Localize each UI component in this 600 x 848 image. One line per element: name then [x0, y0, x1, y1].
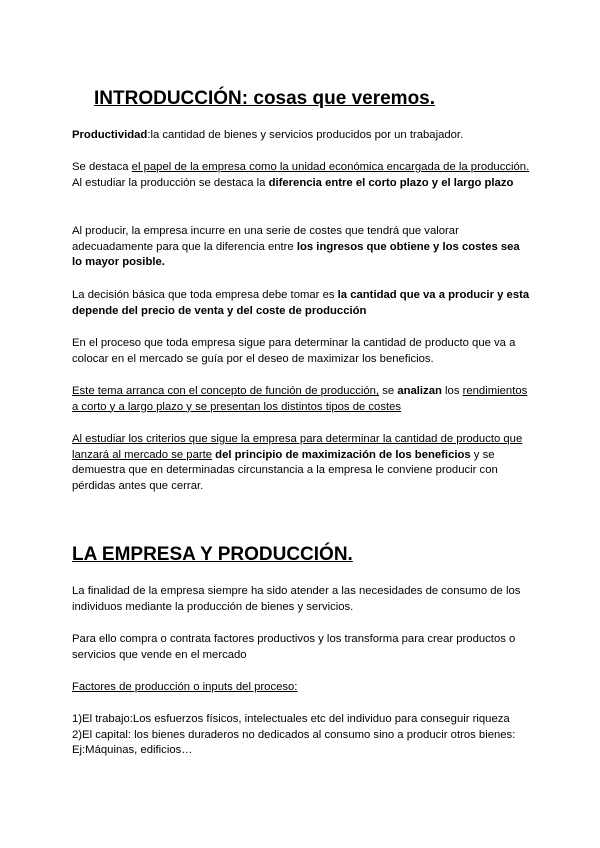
underlined-text: rendimientos a corto y a largo plazo y se presentan los distintos tipos de costes: [72, 385, 528, 413]
intro-paragraph-productividad: [72, 128, 532, 144]
list-item: 1)El trabajo:Los esfuerzos físicos, intelectuales etc del individuo para conseguir riqueza: [72, 713, 510, 725]
bold-text: la cantidad que va a producir y esta depende del precio de venta y del coste de producción: [72, 289, 530, 317]
bold-text: diferencia entre el corto plazo y el largo plazo: [268, 176, 514, 189]
text: se: [379, 385, 398, 397]
bold-text: del principio de maximización de los beneficios: [215, 448, 471, 461]
text: Se destaca: [72, 161, 132, 173]
intro-paragraph-criterios: [72, 432, 532, 494]
text: :la cantidad de bienes y servicios producidos por un trabajador.: [147, 129, 464, 141]
intro-title: INTRODUCCIÓN: cosas que veremos.: [94, 88, 436, 109]
underlined-text: el papel de la empresa como la unidad económica encargada de la producción.: [131, 161, 530, 173]
underlined-text: Al estudiar los criterios que sigue la empresa para determinar la cantidad de producto que lanzará al mercado se parte: [72, 433, 523, 461]
section-paragraph-finalidad: La finalidad de la empresa siempre ha sido atender a las necesidades de consumo de los individuos mediante la producción de bienes y servicios.: [72, 585, 521, 613]
section-title: LA EMPRESA Y PRODUCCIÓN.: [72, 544, 353, 565]
intro-paragraph-decision: [72, 288, 532, 319]
intro-paragraph-tema: [72, 384, 532, 415]
bold-text: analizan: [397, 385, 442, 397]
list-item: 2)El capital: los bienes duraderos no dedicados al consumo sino a producir otros bienes: Ej:Máquinas, edificios…: [72, 728, 516, 756]
factors-list: [72, 712, 532, 759]
text: los: [441, 385, 463, 397]
text: En el proceso que toda empresa sigue para determinar la cantidad de producto que va a colocar en el mercado se guía por el deseo de maximizar los beneficios.: [72, 337, 516, 365]
intro-paragraph-empresa: [72, 160, 532, 191]
text: La decisión básica que toda empresa debe tomar es: [72, 289, 338, 301]
text: Al producir, la empresa incurre en una serie de costes que tendrá que valorar adecuadamente para que la diferencia entre: [72, 225, 459, 253]
intro-paragraph-costes: [72, 224, 532, 271]
text: y se demuestra que en determinadas circunstancia a la empresa le conviene producir con pérdidas antes que cerrar.: [72, 448, 498, 492]
section-paragraph-factores: Para ello compra o contrata factores productivos y los transforma para crear productos o servicios que vende en el mercado: [72, 633, 516, 661]
text: Al estudiar la producción se destaca la: [72, 176, 269, 189]
bold-text: Productividad: [72, 129, 148, 141]
intro-paragraph-proceso: [72, 336, 532, 367]
underlined-text: Este tema arranca con el concepto de función de producción,: [72, 385, 380, 397]
bold-text: los ingresos que obtiene y los costes sea lo mayor posible.: [72, 240, 520, 268]
factors-heading: Factores de producción o inputs del proceso:: [72, 681, 298, 693]
